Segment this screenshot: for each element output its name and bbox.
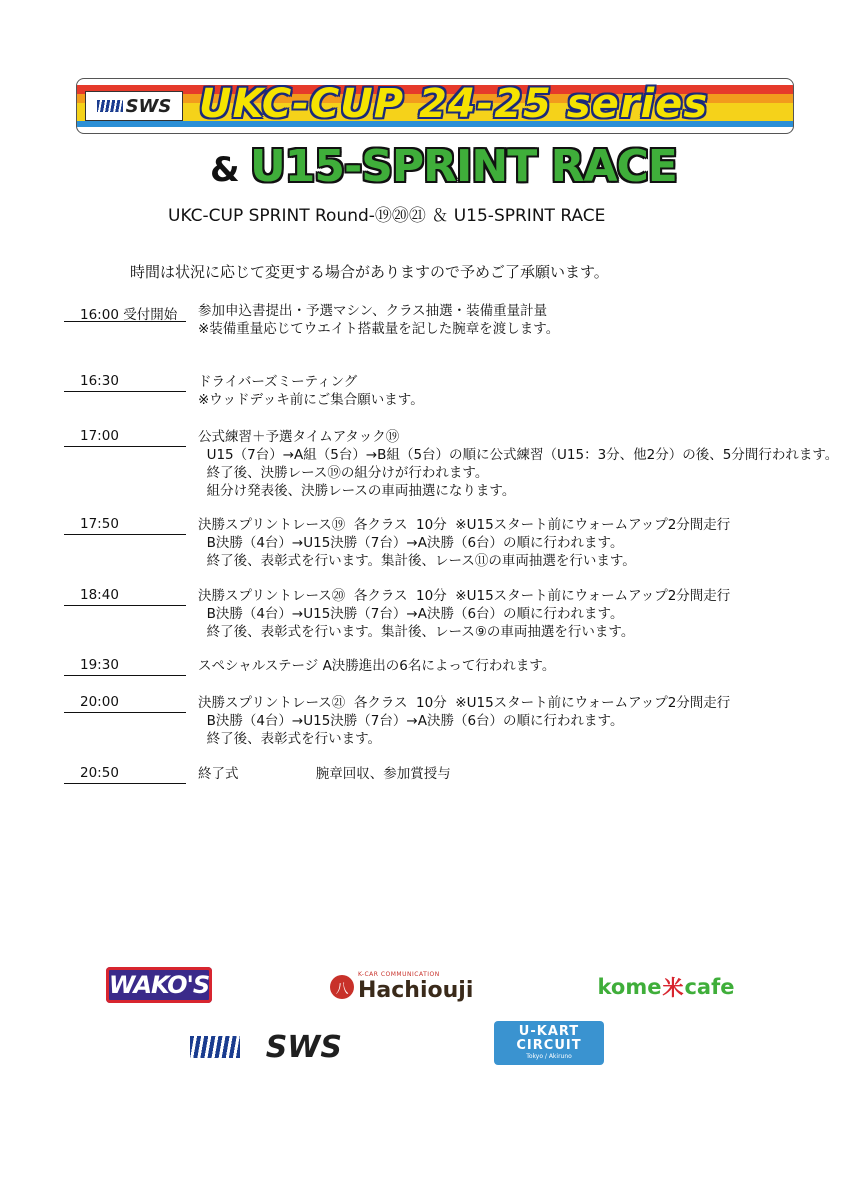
hachioji-logo xyxy=(330,970,486,1004)
sws-banner-logo-text: SWS xyxy=(125,95,172,117)
sws-bars-icon xyxy=(190,1036,240,1058)
hachioji-logo-text xyxy=(358,971,473,1003)
schedule-time: 16:30 xyxy=(64,373,186,392)
page-subtitle: UKC-CUP SPRINT Round-⑲⑳㉑ ＆ U15-SPRINT RACE xyxy=(168,206,606,226)
schedule-time: 17:00 xyxy=(64,428,186,447)
kome-cafe-rice-icon: 米 xyxy=(662,976,684,1000)
header-banner xyxy=(76,78,794,134)
schedule-time: 19:30 xyxy=(64,657,186,676)
kome-cafe-logo-right: cafe xyxy=(684,975,735,999)
hachioji-logo-tagline: K-CAR COMMUNICATION xyxy=(358,971,440,978)
hachioji-logo-name: Hachiouji xyxy=(358,978,474,1003)
schedule-description: 決勝スプリントレース㉑ 各クラス 10分 ※U15スタート前にウォームアップ2分間走行 B決勝（4台）→U15決勝（7台）→A決勝（6台）の順に行われます。 終了後、表彰式を行います。 xyxy=(198,695,731,747)
schedule-description: ドライバーズミーティング ※ウッドデッキ前にご集合願います。 xyxy=(198,374,424,408)
schedule-description: 決勝スプリントレース⑳ 各クラス 10分 ※U15スタート前にウォームアップ2分間走行 B決勝（4台）→U15決勝（7台）→A決勝（6台）の順に行われます。 終了後、表彰式を行います。集計後、レース⑨の車両抽選を行います。 xyxy=(198,588,731,640)
wakos-logo-text: WAKO'S xyxy=(108,971,210,999)
u-kart-logo-line2: CIRCUIT xyxy=(516,1038,582,1053)
sws-logo xyxy=(190,1030,342,1064)
schedule-time: 20:50 xyxy=(64,765,186,784)
u15-title: U15-SPRINT RACE xyxy=(250,141,677,192)
schedule-description: 終了式 腕章回収、参加賞授与 xyxy=(198,766,451,782)
schedule-time: 18:40 xyxy=(64,587,186,606)
u-kart-logo-line3: Tokyo / Akiruno xyxy=(526,1053,572,1060)
banner-title: UKC-CUP 24-25 series xyxy=(199,81,709,127)
schedule-time: 20:00 xyxy=(64,694,186,713)
schedule-time: 16:00 受付開始 xyxy=(64,303,186,322)
schedule-time: 17:50 xyxy=(64,516,186,535)
sws-banner-logo xyxy=(85,91,183,121)
kome-cafe-logo-left: kome xyxy=(597,975,662,999)
sws-bars-icon xyxy=(97,100,123,112)
sws-logo-text: SWS xyxy=(265,1029,342,1065)
u-kart-circuit-logo xyxy=(494,1021,604,1065)
hachioji-mark-icon: 八 xyxy=(330,975,354,999)
u-kart-logo-line1: U-KART xyxy=(518,1024,580,1039)
schedule-description: 公式練習＋予選タイムアタック⑲ U15（7台）→A組（5台）→B組（5台）の順に公式練習（U15：3分、他2分）の後、5分間行われます。 終了後、決勝レース⑲の組分けが行われます。 組分け発表後、決勝レースの車両抽選になります。 xyxy=(198,429,839,499)
ampersand: & xyxy=(210,150,240,190)
notice-text: 時間は状況に応じて変更する場合がありますので予めご了承願います。 xyxy=(130,263,609,281)
schedule-description: 参加申込書提出・予選マシン、クラス抽選・装備重量計量 ※装備重量応じてウエイト搭載量を記した腕章を渡します。 xyxy=(198,303,560,337)
schedule-description: 決勝スプリントレース⑲ 各クラス 10分 ※U15スタート前にウォームアップ2分間走行 B決勝（4台）→U15決勝（7台）→A決勝（6台）の順に行われます。 終了後、表彰式を行います。集計後、レース⑪の車両抽選を行います。 xyxy=(198,517,731,569)
schedule-description: スペシャルステージ A決勝進出の6名によって行われます。 xyxy=(198,658,556,674)
wakos-logo xyxy=(106,967,212,1003)
kome-cafe-logo xyxy=(594,972,738,1002)
